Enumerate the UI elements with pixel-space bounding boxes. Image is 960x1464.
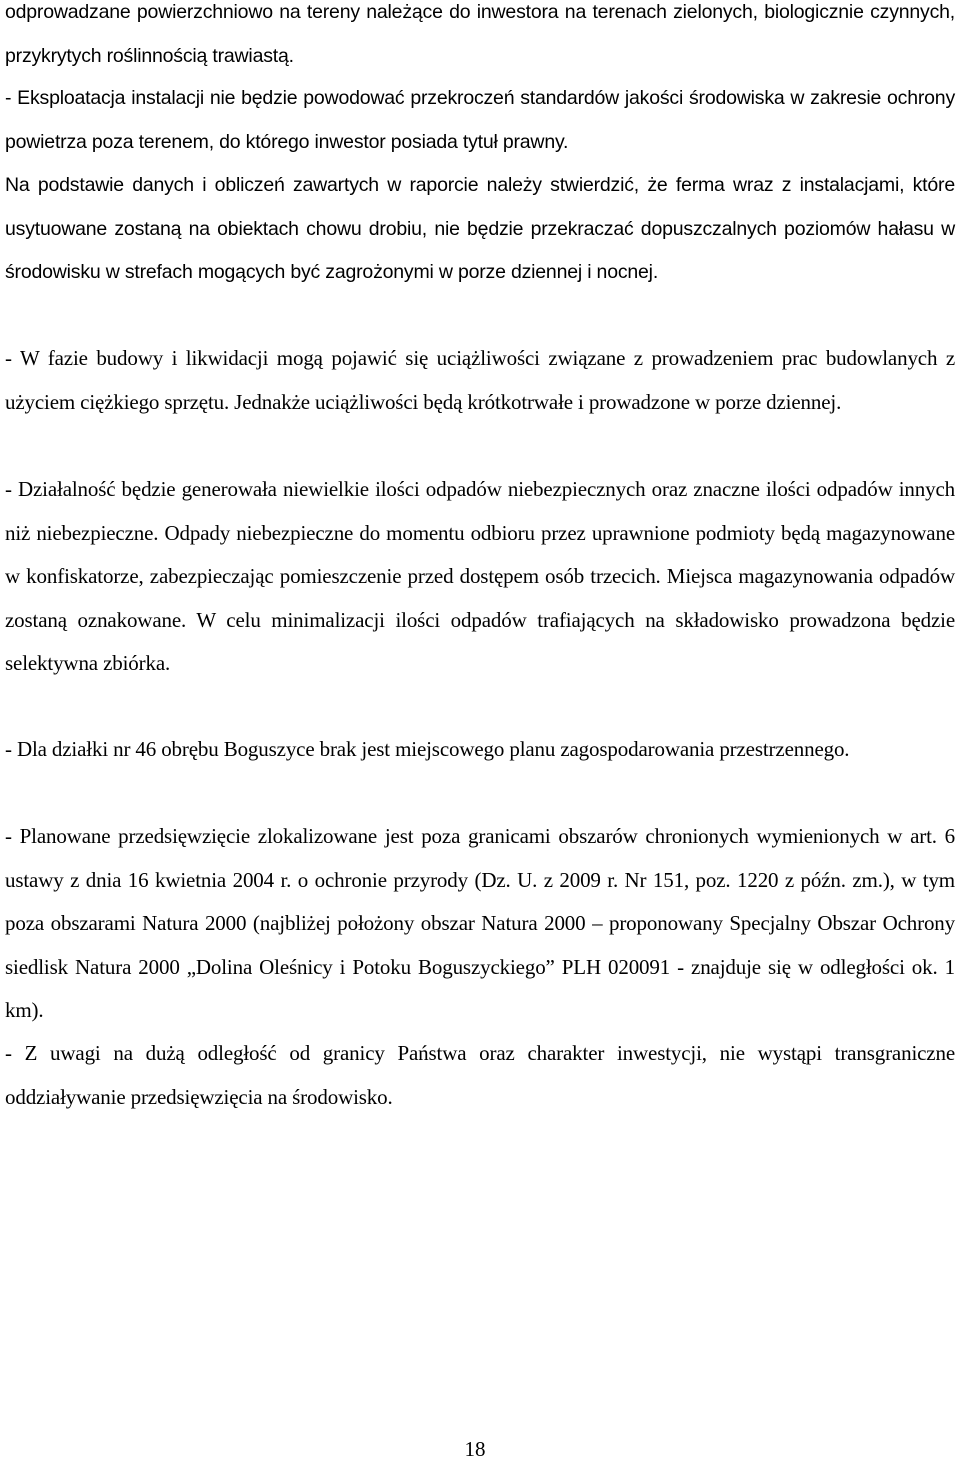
paragraph-stormwater: odprowadzane powierzchniowo na tereny należące do inwestora na terenach zielonych, biologicznie czynnych, przykrytych roślinnością trawiastą. [5, 1, 955, 67]
paragraph-transboundary: - Z uwagi na dużą odległość od granicy Państwa oraz charakter inwestycji, nie wystąpi transgraniczne oddziaływanie przedsięwzięcia na środowisko. [5, 1041, 955, 1109]
paragraph-air-quality: - Eksploatacja instalacji nie będzie powodować przekroczeń standardów jakości środowiska w zakresie ochrony powietrza poza terenem, do którego inwestor posiada tytuł prawny. [5, 87, 955, 153]
paragraph-noise: Na podstawie danych i obliczeń zawartych w raporcie należy stwierdzić, że ferma wraz z instalacjami, które usytuowane zostaną na obiektach chowu drobiu, nie będzie przekraczać dopuszczalnych poziomów hałasu w środowisku w strefach mogących być zagrożonymi w porze dziennej i nocnej. [5, 174, 955, 283]
paragraph-construction: - W fazie budowy i likwidacji mogą pojawić się uciążliwości związane z prowadzeniem prac budowlanych z użyciem ciężkiego sprzętu. Jednakże uciążliwości będą krótkotrwałe i prowadzone w porze dziennej. [5, 346, 955, 414]
paragraph-waste: - Działalność będzie generowała niewielkie ilości odpadów niebezpiecznych oraz znaczne ilości odpadów innych niż niebezpieczne. Odpady niebezpieczne do momentu odbioru przez uprawnione podmioty będą magazynowane w konfiskatorze, zabezpieczając pomieszczenie przed dostępem osób trzecich. Miejsca magazynowania odpadów zostaną oznakowane. W celu minimalizacji ilości odpadów trafiających na składowisko prowadzona będzie selektywna zbiórka. [5, 477, 955, 675]
paragraph-protected-areas: - Planowane przedsięwzięcie zlokalizowane jest poza granicami obszarów chronionych wymienionych w art. 6 ustawy z dnia 16 kwietnia 2004 r. o ochronie przyrody (Dz. U. z 2009 r. Nr 151, poz. 1220 z późn. zm.), w tym poza obszarami Natura 2000 (najbliżej położony obszar Natura 2000 – proponowany Specjalny Obszar Ochrony siedlisk Natura 2000 „Dolina Oleśnicy i Potoku Boguszyckiego” PLH 020091 - znajduje się w odległości ok. 1 km). [5, 824, 955, 1022]
page-number: 18 [464, 1437, 486, 1461]
paragraph-zoning-plan: - Dla działki nr 46 obrębu Boguszyce brak jest miejscowego planu zagospodarowania przestrzennego. [5, 737, 850, 761]
document-page [5, 0, 955, 1464]
